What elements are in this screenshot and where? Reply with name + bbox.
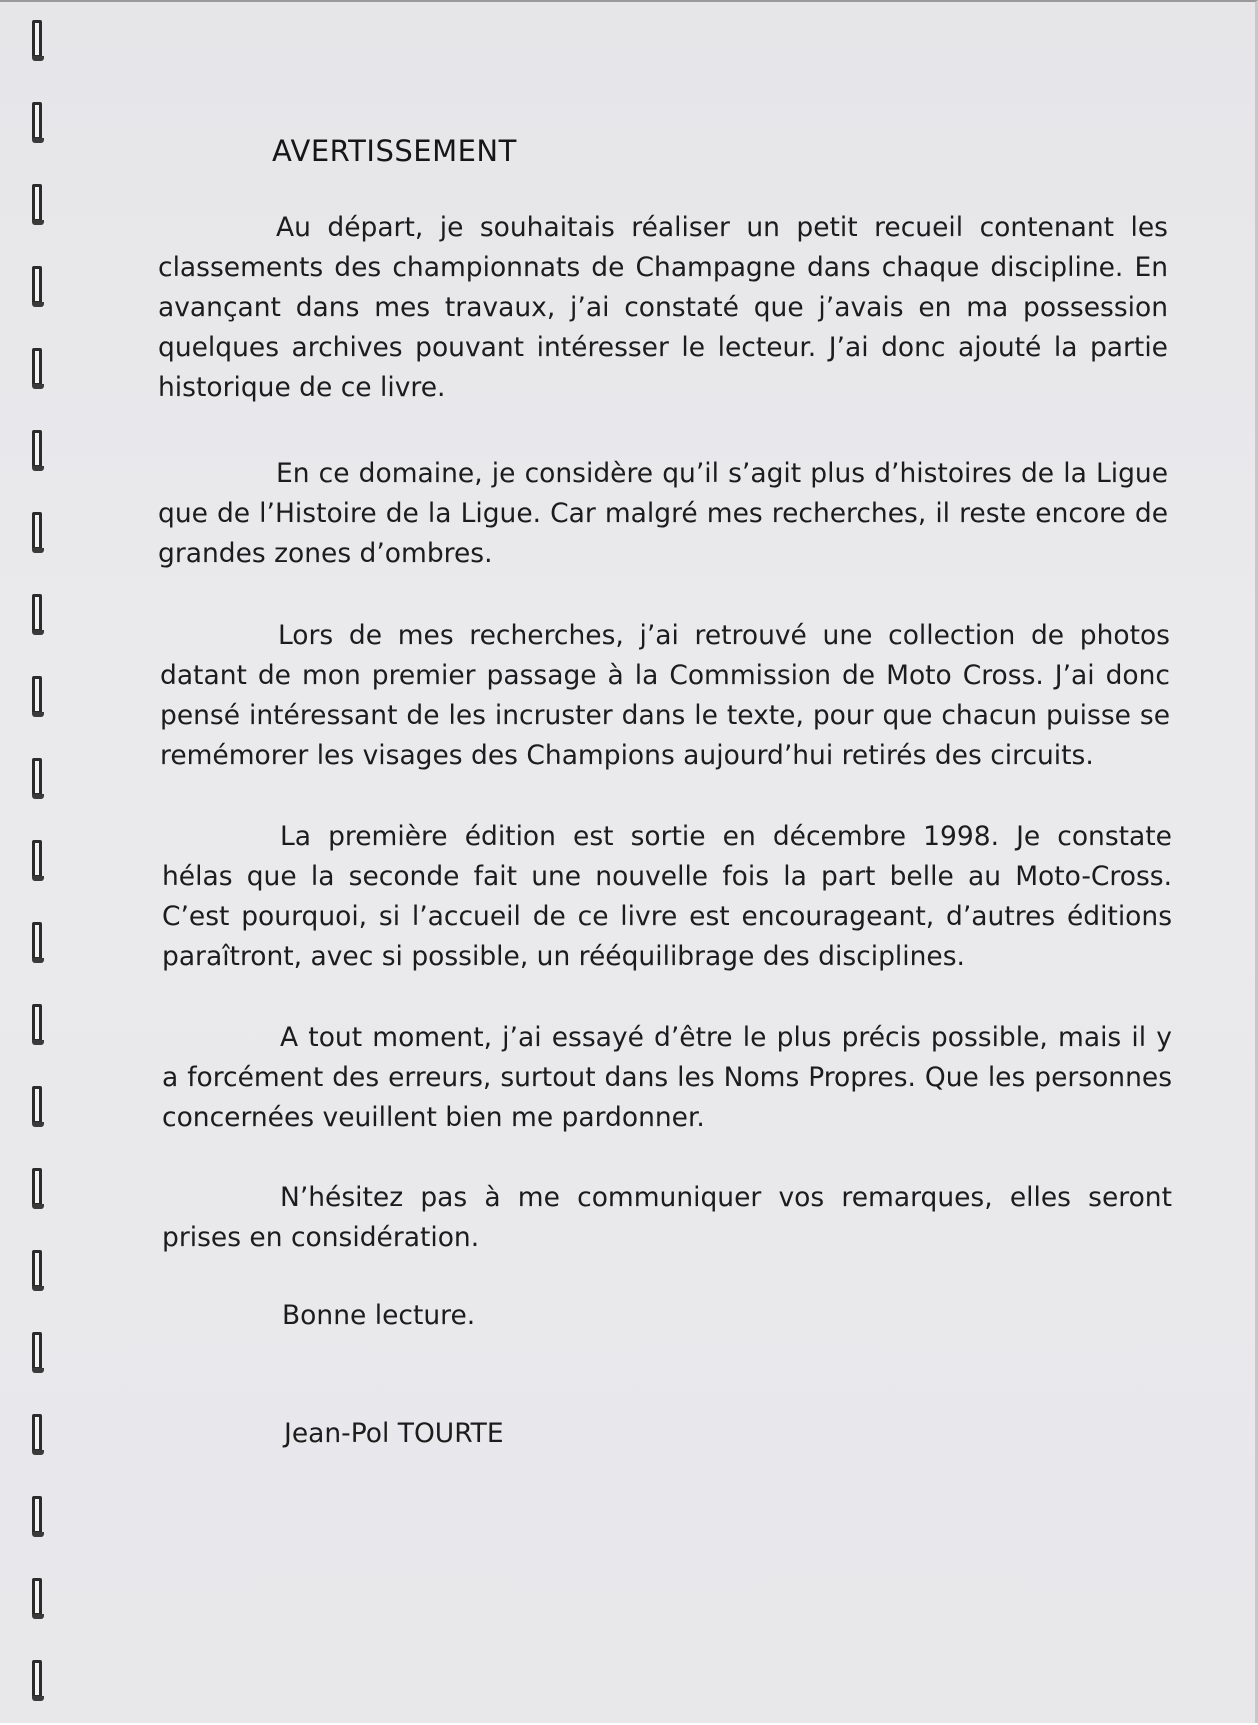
- paragraph-4: La première édition est sortie en décembre 1998. Je constate hélas que la seconde fait une nouvelle fois la part belle au Moto-Cross. C’est pourquoi, si l’accueil de ce livre est encourageant, d’autres éditions paraîtront, avec si possible, un rééquilibrage des disciplines.: [162, 821, 1172, 972]
- paragraph-1: Au départ, je souhaitais réaliser un petit recueil contenant les classements des championnats de Champagne dans chaque discipline. En avançant dans mes travaux, j’ai constaté que j’avais en ma possession quelques archives pouvant intéresser le lecteur. J’ai donc ajouté la partie historique de ce livre.: [158, 212, 1168, 403]
- paragraph-2: En ce domaine, je considère qu’il s’agit plus d’histoires de la Ligue que de l’Histoire de la Ligue. Car malgré mes recherches, il reste encore de grandes zones d’ombres.: [158, 458, 1168, 569]
- paragraph-5: A tout moment, j’ai essayé d’être le plus précis possible, mais il y a forcément des erreurs, surtout dans les Noms Propres. Que les personnes concernées veuillent bien me pardonner.: [162, 1022, 1172, 1133]
- signature: Jean-Pol TOURTE: [284, 1418, 504, 1449]
- paragraph-6: N’hésitez pas à me communiquer vos remarques, elles seront prises en considération.: [162, 1182, 1172, 1253]
- paragraph-3: Lors de mes recherches, j’ai retrouvé une collection de photos datant de mon premier passage à la Commission de Moto Cross. J’ai donc pensé intéressant de les incruster dans le texte, pour que chacun puisse se remémorer les visages des Champions aujourd’hui retirés des circuits.: [160, 620, 1170, 771]
- closing-text: Bonne lecture.: [282, 1300, 476, 1331]
- document-content: [0, 2, 1258, 1725]
- page-title: AVERTISSEMENT: [272, 134, 517, 168]
